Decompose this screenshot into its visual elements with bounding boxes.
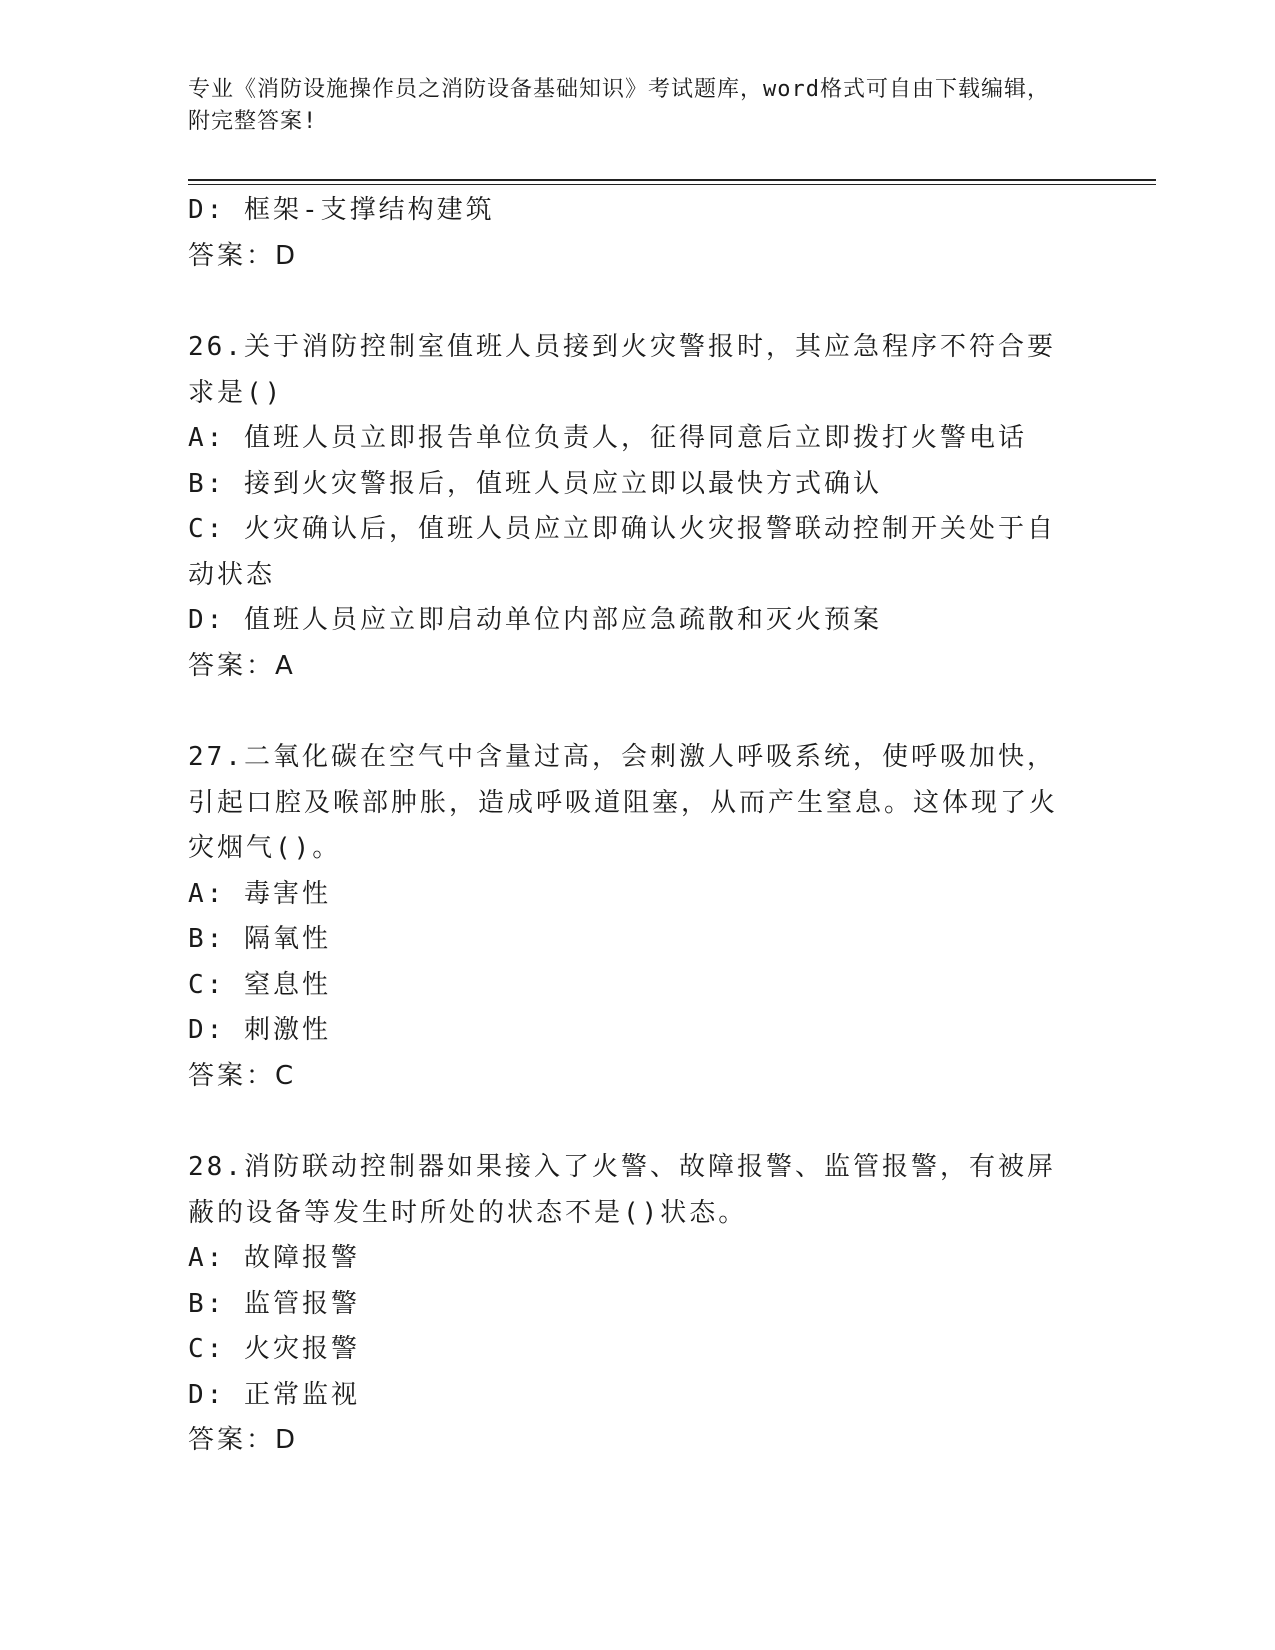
question-26 [188, 325, 1078, 689]
answer-line [188, 1418, 1078, 1464]
option-d: D: 值班人员应立即启动单位内部应急疏散和灭火预案 [188, 605, 882, 635]
question-27 [188, 735, 1078, 1099]
answer-line [188, 1054, 1078, 1100]
option-d: D: 刺激性 [188, 1015, 331, 1045]
answer-value: D [275, 1425, 297, 1455]
document-header: 专业《消防设施操作员之消防设备基础知识》考试题库，word格式可自由下载编辑，附完整答案! [188, 77, 1050, 134]
answer-value: A [275, 650, 294, 681]
answer-label: 答案： [188, 650, 276, 681]
answer-value: D [275, 240, 297, 271]
question-stem: 26.关于消防控制室值班人员接到火灾警报时，其应急程序不符合要求是() [188, 332, 1056, 408]
answer-label: 答案： [188, 1425, 276, 1455]
option-d: D: 框架-支撑结构建筑 [188, 195, 495, 225]
option-b: B: 接到火灾警报后，值班人员应立即以最快方式确认 [188, 468, 882, 499]
option-a: A: 毒害性 [188, 878, 331, 909]
option-b: B: 监管报警 [188, 1288, 360, 1319]
question-28 [188, 1145, 1078, 1464]
option-d: D: 正常监视 [188, 1379, 360, 1410]
question-list [188, 188, 1078, 1464]
answer-value: C [275, 1060, 295, 1091]
answer-line [188, 234, 1078, 280]
question-stem: 27.二氧化碳在空气中含量过高，会刺激人呼吸系统，使呼吸加快，引起口腔及喉部肿胀，造成呼吸道阻塞，从而产生窒息。这体现了火灾烟气()。 [188, 742, 1059, 863]
answer-label: 答案： [188, 1060, 276, 1091]
option-c: C: 火灾报警 [188, 1334, 360, 1364]
option-c: C: 窒息性 [188, 969, 331, 1000]
header-divider-thin [188, 184, 1156, 185]
question-stem: 28.消防联动控制器如果接入了火警、故障报警、监管报警，有被屏蔽的设备等发生时所处的状态不是()状态。 [188, 1152, 1056, 1228]
option-c: C: 火灾确认后，值班人员应立即确认火灾报警联动控制开关处于自动状态 [188, 514, 1056, 590]
option-a: A: 故障报警 [188, 1243, 360, 1273]
header-divider-thick [188, 179, 1156, 181]
option-a: A: 值班人员立即报告单位负责人，征得同意后立即拨打火警电话 [188, 423, 1027, 453]
option-b: B: 隔氧性 [188, 924, 331, 954]
answer-label: 答案： [188, 240, 276, 271]
answer-line [188, 644, 1078, 690]
